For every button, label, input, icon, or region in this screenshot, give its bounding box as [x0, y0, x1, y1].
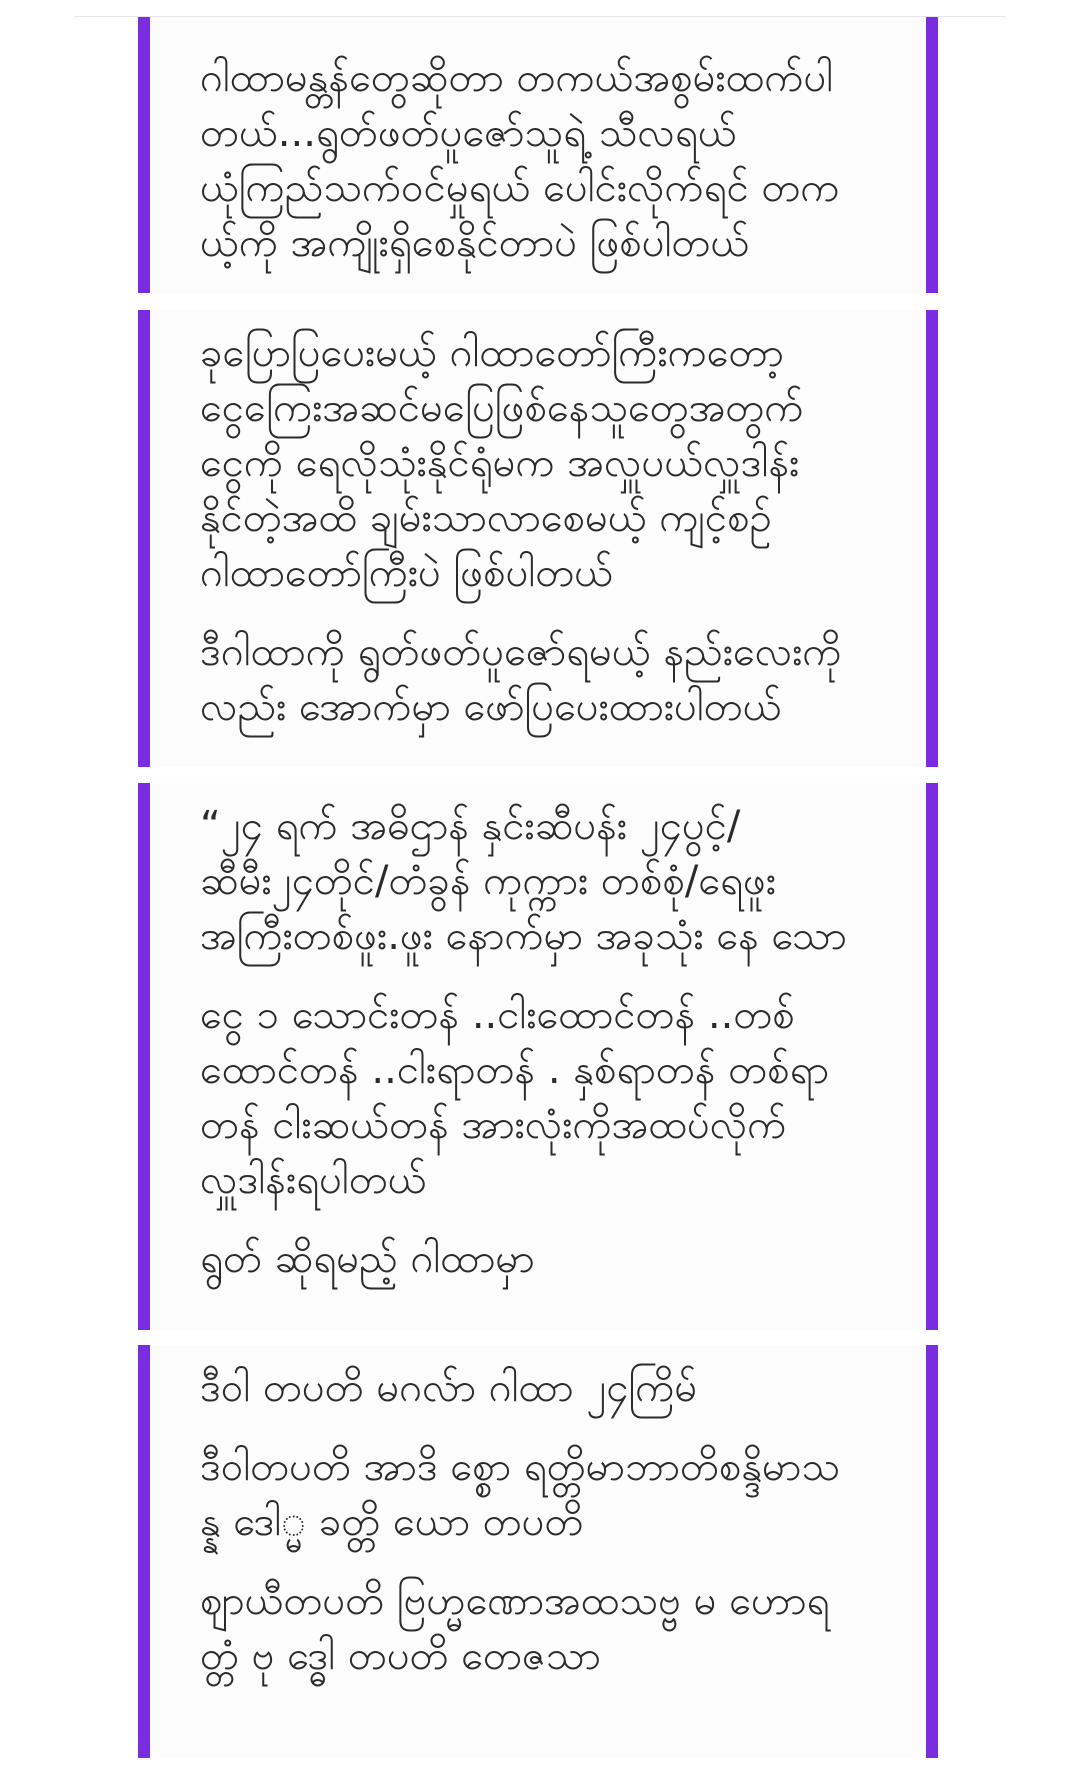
paragraph: ဒီဂါထာကို ရွတ်ဖတ်ပူဇော်ရမယ့် နည်းလေးကို လည်း အောက်မှာ ဖော်ပြပေးထားပါတယ်: [200, 629, 842, 730]
paragraph: ဒီဝါတပတိ အာဒိ စ္စော ရတ္တိမာဘာတိစန္ဒိမာသ န္န ဒေါ္မ ခတ္တိ ယော တပတိ: [200, 1444, 841, 1545]
paragraph: ဂါထာမန္တန်တွေဆိုတာ တကယ်အစွမ်းထက်ပါ တယ်...ရွတ်ဖတ်ပူဇော်သူရဲ့ သီလရယ် ယုံကြည်သက်ဝင်မှုရယ် ပေါင်းလိုက်ရင် တက ယ့်ကို အကျိုးရှိစေနိုင်တာပဲ ဖြစ်ပါတယ်: [200, 55, 840, 266]
paragraph: ခုပြောပြပေးမယ့် ဂါထာတော်ကြီးကတော့ ငွေကြေးအဆင်မပြေဖြစ်နေသူတွေအတွက် ငွေကို ရေလိုသုံးနိုင်ရုံမက အလှူပယ်လှူဒါန်း နိုင်တဲ့အထိ ချမ်းသာလာစေမယ့် ကျင့်စဉ် ဂါထာတော်ကြီးပဲ ဖြစ်ပါတယ်: [200, 330, 804, 596]
card-content: [200, 799, 908, 1287]
paragraph: ဒီဝါ တပတိ မဂလ်ာ ဂါထာ ၂၄ကြိမ်: [200, 1365, 698, 1411]
card-content: [200, 51, 908, 271]
paragraph: ရွတ် ဆိုရမည့် ဂါထာမှာ: [200, 1236, 535, 1282]
article-card: [138, 783, 938, 1330]
article-card: [138, 17, 938, 293]
paragraph: ဈာယီတပတိ ဗြဟ္မဏောအထသဗ္ဗ မ ဟောရ တ္တံ ဗု ဒ္ဓေါ တပတိ တေဇသာ: [200, 1578, 830, 1679]
article-card: [138, 310, 938, 767]
paragraph: ငွေ ၁ သောင်းတန် ..ငါးထောင်တန် ..တစ် ထောင်တန် ..ငါးရာတန် . နှစ်ရာတန် တစ်ရာ တန် ငါးဆယ်တန် အားလုံးကိုအထပ်လိုက် လှူဒါန်းရပါတယ်: [200, 992, 830, 1203]
paragraph: “၂၄ ရက် အဓိဌာန် နှင်းဆီပန်း ၂၄ပွင့်/ ဆီမီး၂၄တိုင်/တံခွန် ကုက္ကား တစ်စုံ/ရေဖူး အကြီးတစ်ဖူး.ဖူး နောက်မှာ အခုသုံး နေ သော: [200, 803, 847, 959]
card-content: [200, 326, 908, 735]
article-card: [138, 1345, 938, 1758]
card-content: [200, 1361, 908, 1684]
